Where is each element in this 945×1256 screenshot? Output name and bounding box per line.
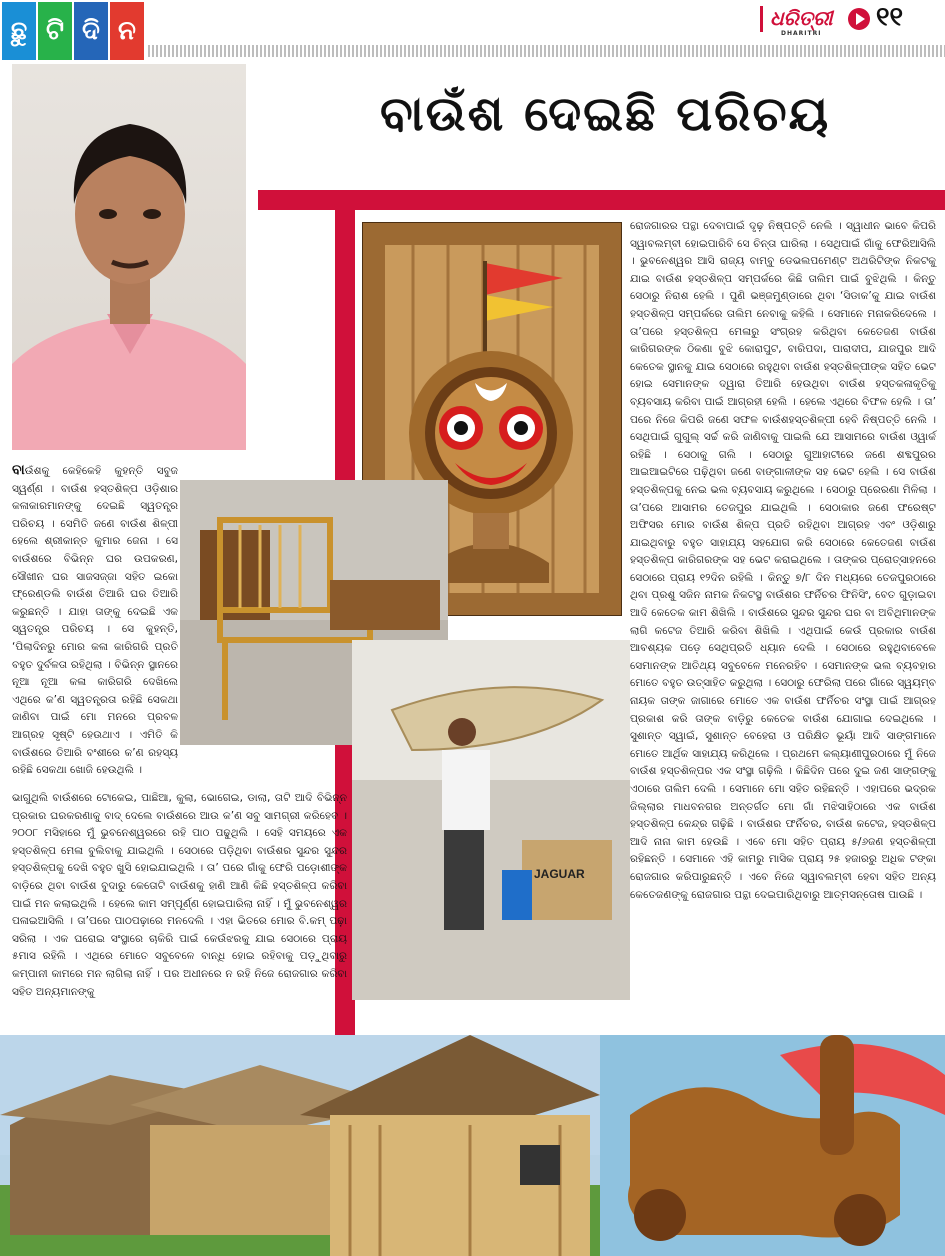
section-letter-1: ଛୁ — [2, 2, 36, 60]
article-right-column: ରୋଜଗାରର ପନ୍ଥା ଦେବାପାଇଁ ଦୃଢ଼ ନିଷ୍ପତ୍ତି ନେଲି । ସ୍ୱାଧୀନ ଭାବେ କିପରି ସ୍ୱାବଲମ୍ବୀ ହୋଇପାରିବି ସେ ଚିନ୍ତା ଘାରିଲା । ସେଥିପାଇଁ ଗାଁକୁ ଫେରିଆସିଲି । ଭୁବନେଶ୍ୱର ଆସି ରାଜ୍ୟ ବାମ୍ବୁ ଡେଭଲପମେଣ୍ଟ ଅଥରିଟିଙ୍କ ନିକଟକୁ ଯାଇ ବାଉଁଶ ହସ୍ତଶିଳ୍ପ ସମ୍ପର୍କରେ କିଛି ତାଲିମ ପାଇଁ ବୁଝିଥିଲି । କିନ୍ତୁ ସେଠାରୁ ନିରାଶ ହେଲି । ପୁଣି ଭଞ୍ଜମୁଣ୍ଡାରେ ଥିବା ‘ସିଡାକ’କୁ ଯାଇ ବାଉଁଶ ହସ୍ତଶିଳ୍ପ ସମ୍ପର୍କରେ ତାଲିମ ନେବାକୁ କହିଲି । ସେମାନେ ମନାକରିଦେଲେ । ତା’ପରେ ହସ୍ତଶିଳ୍ପ ମେଳାରୁ ସଂଗ୍ରହ କରିଥିବା କେତେଜଣ ବାଉଁଶ କାରିଗରଙ୍କ ଠିକଣା ବୁଝି କୋରାପୁଟ, ବାରିପଦା, ପାରାଦୀପ, ଯାଜପୁର ଆଦି କେତେକ ସ୍ଥାନକୁ ଯାଇ ସେଠାରେ ରହୁଥିବା ବାଉଁଶ ହସ୍ତଶିଳ୍ପୀଙ୍କ ସହିତ ଭେଟ ହୋଇ ସେମାନଙ୍କ ଦ୍ୱାରା ତିଆରି ହେଉଥିବା ବାଉଁଶ ହସ୍ତକଳାକୃତିକୁ ବ୍ୟବସାୟ କରିବା ପାଇଁ ଆଗ୍ରହୀ ହେଲି । ହେଲେ ଏଥିରେ ବିଫଳ ହେଲି । ତା’ ପରେ ନିଜେ କିପରି ଜଣେ ସଫଳ ବାଉଁଶହସ୍ତଶିଳ୍ପୀ ହେବି ନିଷ୍ପତ୍ତି ନେଲି । ସେଥିପାଇଁ ଗୁଗୁଲ୍ ସର୍ଚ୍ଚ କରି ଜାଣିବାକୁ ପାଇଲି ଯେ ଆସାମରେ ବାଉଁଶ ଓ୍ୱାର୍କ ରହିଛି । ସେଠାକୁ ଗଲି । ସେଠାରୁ ଗୁଆହାଟୀରେ ଜଣେ ଶବ୍ଦପୁରର ଆଇଆଇଟିରେ ପଢ଼ିଥିବା ଜଣେ ବାଙ୍ଗାଳୀଙ୍କ ସହ ଭେଟ ହେଲି । ସେ ବାଉଁଶ ହସ୍ତଶିଳ୍ପକୁ ନେଇ ଭଲ ବ୍ୟବସାୟ କରୁଥିଲେ । ସେଠାରୁ ପ୍ରେରଣା ମିଳିଲା । ତା’ପରେ ଆସାମର ତେଜପୁର ଯାଇଥିଲି । ସେଠାକାର ଜଣେ ଫରେଷ୍ଟ ଅଫିସର ମୋର ବାଉଁଶ ଶିଳ୍ପ ପ୍ରତି ରହିଥିବା ଆଗ୍ରହ ଏବଂ ଓଡ଼ିଶାରୁ ଯାଇଥିବାରୁ ବହୁତ ସାହାଯ୍ୟ ସହଯୋଗ କରି ସେଠାରେ କେତେଜଣ ବାଉଁଶ ହସ୍ତଶିଳ୍ପ କାରିଗରଙ୍କ ସହ ଭେଟ କରାଇଥିଲେ । ତାଙ୍କର ପ୍ରୋତ୍ସାହନରେ ସେଠାରେ ପ୍ରାୟ ୧୨ଦିନ ରହିଲି । କିନ୍ତୁ ୭/୮ ଦିନ ମଧ୍ୟରେ ତେଜପୁରଠାରେ ଥିବା ପ୍ରଶୁ ସଜିନ ନାମକ ନିକଟସ୍ଥ ବାଉଁଶର ଫର୍ନିଚର ଫିନିସିଂ, ବେତ ଗୁଡ଼ାଇବା ଆଦି କେତେକ କାମ ଶିଖିଲି । ବାଉଁଶରେ ସୁନ୍ଦର ସୁନ୍ଦର ଘର ବା ଅବିଥିମାନଙ୍କ ଲାଗି କଟେଜ ତିଆରି କରିବା ଶିଖିଲି । ଏଥିପାଇଁ କେଉଁ ପ୍ରକାର ବାଉଁଶ ଆବଶ୍ୟକ ପଡ଼େ ସେଥିପ୍ରତି ଧ୍ୟାନ ଦେଲି । ସେଠାରେ ରହୁଥିବାବେଳେ ସେମାନଙ୍କ ଆତିଥ୍ୟ ସବୁବେଳେ ମନେରହିବ । ସେମାନଙ୍କ ଭଲ ବ୍ୟବହାର ମୋତେ ବହୁତ ଉତ୍ସାହିତ କରୁଥିଲା । ସେଠାରୁ ଫେରିଲା ପରେ ଗାଁରେ ସ୍ୱୟମ୍ବ ନାୟକ ତାଙ୍କ ଜାଗାରେ ମୋତେ ଏକ ବାଉଁଶ ଫର୍ନିଚର ସଂସ୍ଥା ପାଇଁ ଆଗ୍ରହ ପ୍ରକାଶ କରି ତାଙ୍କ ବାଡ଼ିରୁ କେତେକ ବାଉଁଶ ଯୋଗାଇ ଦେଇଥିଲେ । ସୁଶାନ୍ତ ସ୍ୱାଇଁ, ସୁଶାନ୍ତ ବେହେରା ଓ ପରିକ୍ଷିତ ଭୂୟାଁ ଆଦି ସାଙ୍ଗମାନେ ମୋତେ ଆର୍ଥିକ ସାହାଯ୍ୟ କରିଥିଲେ । ପ୍ରଥମେ କଲ୍ୟାଣୀପୁରଠାରେ ମୁଁ ନିଜେ ବାଉଁଶ ହସ୍ତଶିଳ୍ପର ଏକ ସଂସ୍ଥା ଗଢ଼ିଲି । କିଛିଦିନ ପରେ ଦୁଇ ଜଣ ସାଙ୍ଗଙ୍କୁ ଏଠାରେ ତାଲିମ ଦେଲି । ସେମାନେ ମୋ ସହିତ ରହିଛନ୍ତି । ଏହାପରେ ଭଦ୍ରକ ଜିଲ୍ଲାର ମାଧବନଗର ଅନ୍ତର୍ଗତ ମୋ ଗାଁ ମଝିସାହିଠାରେ ଏକ ବାଉଁଶ ହସ୍ତଶିଳ୍ପ କେନ୍ଦ୍ର ଗଢ଼ିଛି । ବାଉଁଶର ଫର୍ନିଚର, ବାଉଁଶ କଟେଜ, ହସ୍ତଶିଳ୍ପ ଆଦି ନାନା କାମ ହେଉଛି । ଏବେ ମୋ ସହିତ ପ୍ରାୟ ୫/୬ଜଣ ହସ୍ତଶିଳ୍ପୀ ରହିଛନ୍ତି । ସେମାନେ ଏହି କାମରୁ ମାସିକ ପ୍ରାୟ ୨୫ ହଜାରରୁ ଅଧିକ ଟଙ୍କା ରୋଜଗାର କରିପାରୁଛନ୍ତି । ଏବେ ନିଜେ ସ୍ୱାବଲମ୍ବୀ ହେବା ସହିତ ଅନ୍ୟ କେତେଜଣଙ୍କୁ ରୋଜଗାର ପନ୍ଥା ଦେଇପାରିଥିବାରୁ ଆତ୍ମସନ୍ତୋଷ ପାଉଛି । — [630, 220, 936, 901]
brand-logo: ଧରିତ୍ରୀ DHARITRI — [770, 6, 833, 37]
title-red-bar — [258, 190, 945, 210]
article-wide-column: ଭାଗୁଥିଲି ବାଉଁଶରେ ଟୋକେଇ, ପାଛିଆ, କୁଲା, ଭୋଗେଇ, ଡାଲା, ତାଟି ଆଦି ବିଭିନ୍ନ ପ୍ରକାର ଘରକରଣାକୁ ବାଦ୍ ଦେଲେ ବାଉଁଶରେ ଆଉ କ’ଣ ସବୁ ସାମଗ୍ରୀ କରିହେବ । ୨୦୦୮ ମସିହାରେ ମୁଁ ଭୁବନେଶ୍ୱରରେ ରହି ପାଠ ପଢୁଥିଲି । ସେହି ସମୟରେ ଏକ ହସ୍ତଶିଳ୍ପ ମେଳା ବୁଲିବାକୁ ଯାଇଥିଲି । ସେଠାରେ ପଡ଼ିଥିବା ବାଉଁଶର ସୁନ୍ଦର ସୁନ୍ଦର ହସ୍ତଶିଳ୍ପକୁ ଦେଖି ବହୁତ ଖୁସି ହୋଇଯାଇଥିଲି । ତା’ ପରେ ଗାଁକୁ ଫେରି ପଡ଼ୋଶୀଙ୍କ ବାଡ଼ିରେ ଥିବା ବାଉଁଶ ବୁଦାରୁ କେତୋଟି ବାଉଁଶକୁ ହାଣି ଆଣି କିଛି ହସ୍ତଶିଳ୍ପ କରିବା ପାଇଁ ମନ କଲାଇଥିଲି । ହେଲେ କାମ ସମ୍ପୂର୍ଣ୍ଣ ହୋଇପାରିଲା ନାହିଁ । ମୁଁ ଭୁବନେଶ୍ୱର ପଳାଇଆସିଲି । ତା’ପରେ ପାଠପଢ଼ାରେ ମନଦେଲି । ଏହା ଭିତରେ ମୋର ବି.କମ୍ ପଢ଼ା ସରିଲା । ଏକ ଘରୋଇ ସଂସ୍ଥାରେ ଚାକିରି ପାଇଁ କେଉଁଝରକୁ ଯାଇ ସେଠାରେ ପ୍ରାୟ ୫ମାସ ରହିଲି । ଏଥିରେ ମୋତେ ସବୁବେଳେ ବାନ୍ଧି ହୋଇ ରହିବାକୁ ପଡ଼ୁଥିବାରୁ କମ୍ପାନୀ କାମରେ ମନ ଲାଗିଲା ନାହିଁ । ପର ଅଧୀନରେ ନ ରହି ନିଜେ ରୋଜଗାର କରିବା ସହିତ ଅନ୍ୟମାନଙ୍କୁ — [12, 792, 347, 998]
header-separator — [760, 6, 763, 32]
header-rule — [148, 45, 945, 57]
section-letter-3: ଦି — [74, 2, 108, 60]
article-title: ବାଉଁଶ ଦେଇଛି ପରିଚୟ — [380, 86, 831, 142]
portrait-photo — [12, 64, 246, 450]
article-left-column — [12, 462, 178, 780]
box-label: JAGUAR — [534, 867, 585, 881]
drop-cap: ବା — [12, 462, 25, 478]
play-icon — [848, 8, 870, 30]
section-letter-4: ନ — [110, 2, 144, 60]
section-letter-2: ଟି — [38, 2, 72, 60]
artisan-working-photo — [352, 640, 630, 1000]
page-number: ୧୧ — [876, 2, 904, 32]
bamboo-cottages-photo — [0, 1035, 945, 1256]
left-column-text: ଉଁଶକୁ କେହିକେହି କୁହନ୍ତି ସବୁଜ ସ୍ୱର୍ଣ୍ଣ । ବାଉଁଶ ହସ୍ତଶିଳ୍ପ ଓଡ଼ିଶାର କଳାକାରମାନଙ୍କୁ ଦେଇଛି ସ୍ୱତନ୍ତ୍ର ପରିଚୟ । ସେମିତି ଜଣେ ବାଉଁଶ ଶିଳ୍ପୀ ହେଲେ ଶ୍ରୀକାନ୍ତ କୁମାର ଜେନା । ସେ ବାଉଁଶରେ ବିଭିନ୍ନ ଘର ଉପକରଣ, ସୌଖୀନ ଘର ସାଜସଜ୍ଜା ସହିତ ଇକୋ ଫ୍ରେଣ୍ଡଲି ବାଉଁଶ ତିଆରି ଘର ତିଆରି କରୁଛନ୍ତି । ଯାହା ତାଙ୍କୁ ଦେଇଛି ଏକ ସ୍ୱତନ୍ତ୍ର ପରିଚୟ । ସେ କୁହନ୍ତି, ‘ପିଲାଦିନରୁ ମୋର କଳା କାରିଗରି ପ୍ରତି ବହୁତ ଦୁର୍ବଳତା ରହିଥିଲା । ବିଭିନ୍ନ ସ୍ଥାନରେ ନୂଆ ନୂଆ କଳା କାରିଗରି ଦେଖିଲେ ଏଥିରେ କ’ଣ ସ୍ୱତନ୍ତ୍ରତା ରହିଛି ସେକଥା ଜାଣିବା ପାଇଁ ମୋ ମନରେ ପ୍ରବଳ ଆଗ୍ରହ ସୃଷ୍ଟି ହେଉଥାଏ । ଏମିତି କି ବାଉଁଶରେ ତିଆରି ବଂଶୀରେ କ’ଣ ରହସ୍ୟ ରହିଛି ସେକଥା ଖୋଜି ହେଉଥିଲି । — [12, 465, 178, 777]
